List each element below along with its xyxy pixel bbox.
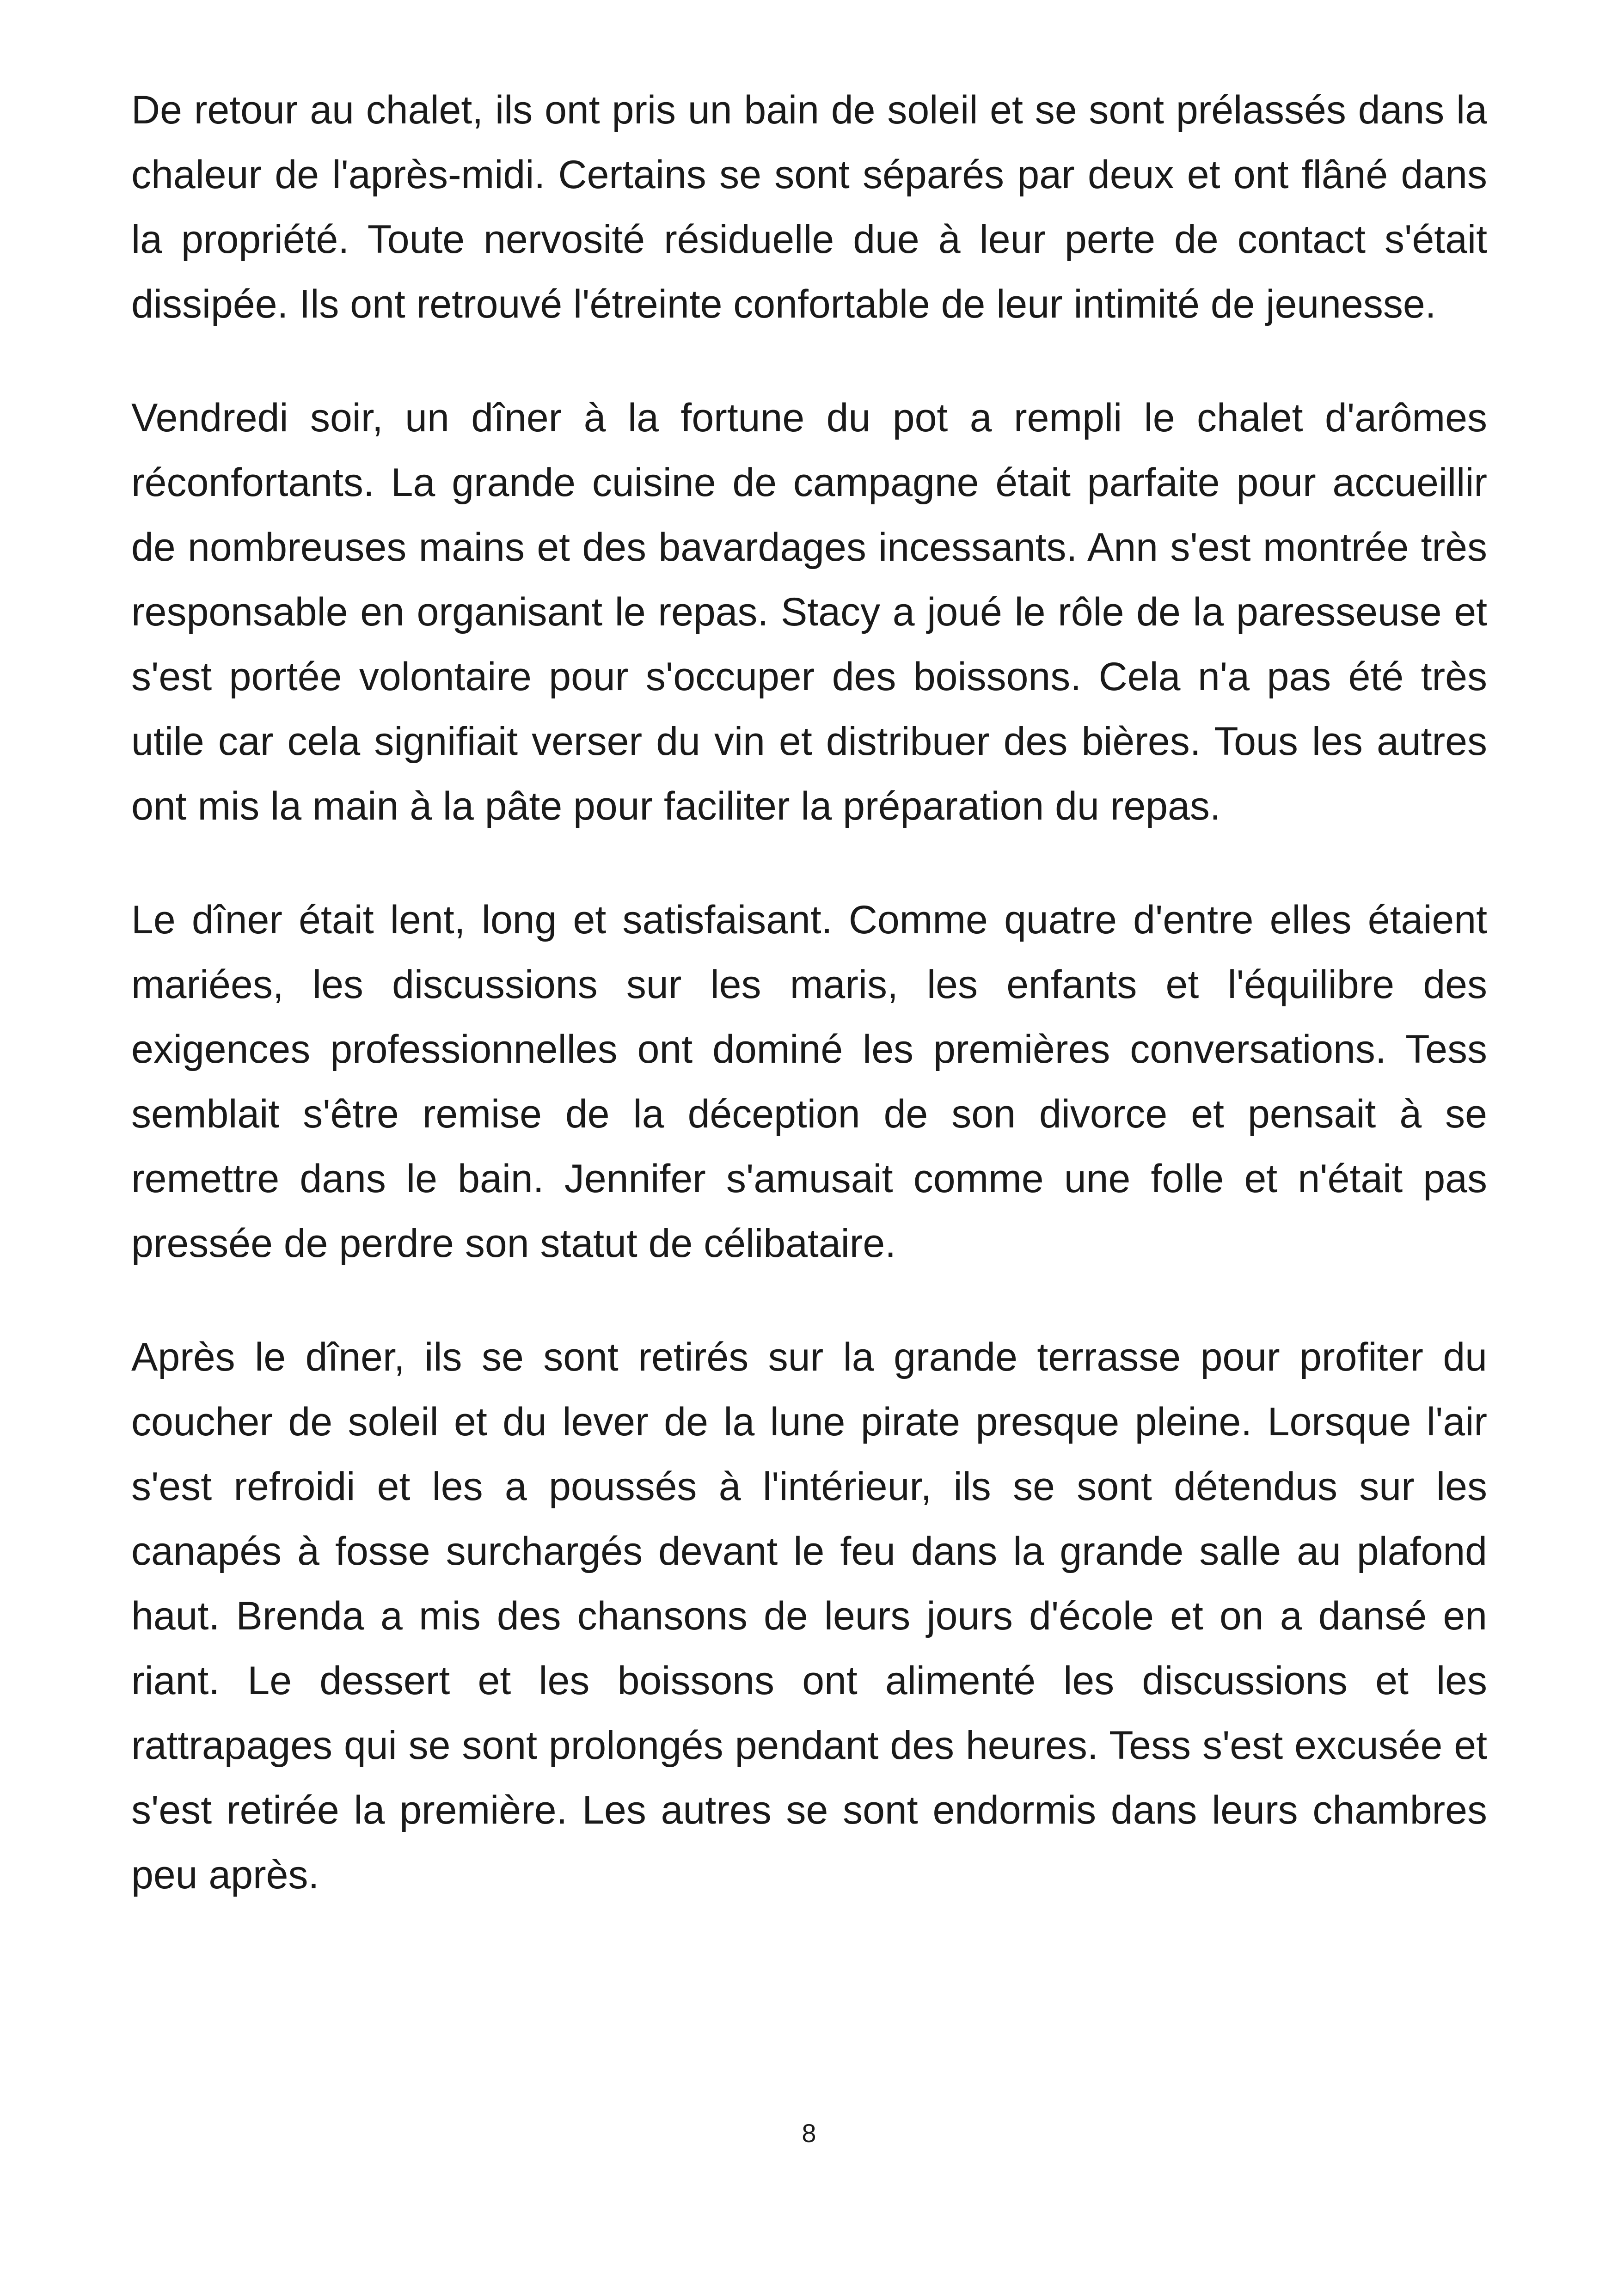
paragraph-2: Vendredi soir, un dîner à la fortune du pot a rempli le chalet d'arômes réconfortants. La grande cuisine de campagne était parfaite pour accueillir de nombreuses mains et des bavardages incessants. Ann s'est montrée très responsable en organisant le repas. Stacy a joué le rôle de la paresseuse et s'est portée volontaire pour s'occuper des boissons. Cela n'a pas été très utile car cela signifiait verser du vin et distribuer des bières. Tous les autres ont mis la main à la pâte pour faciliter la préparation du repas. xyxy=(131,396,1487,828)
paragraph-1: De retour au chalet, ils ont pris un bain de soleil et se sont prélassés dans la chaleur de l'après-midi. Certains se sont séparés par deux et ont flâné dans la propriété. Toute nervosité résiduelle due à leur perte de contact s'était dissipée. Ils ont retrouvé l'étreinte confortable de leur intimité de jeunesse. xyxy=(131,88,1487,326)
paragraph-4: Après le dîner, ils se sont retirés sur la grande terrasse pour profiter du coucher de soleil et du lever de la lune pirate presque pleine. Lorsque l'air s'est refroidi et les a poussés à l'intérieur, ils se sont détendus sur les canapés à fosse surchargés devant le feu dans la grande salle au plafond haut. Brenda a mis des chansons de leurs jours d'école et on a dansé en riant. Le dessert et les boissons ont alimenté les discussions et les rattrapages qui se sont prolongés pendant des heures. Tess s'est excusée et s'est retirée la première. Les autres se sont endormis dans leurs chambres peu après. xyxy=(131,1335,1487,1897)
body-text xyxy=(131,78,1487,1907)
page-number: 8 xyxy=(802,2118,816,2148)
paragraph-3: Le dîner était lent, long et satisfaisant. Comme quatre d'entre elles étaient mariées, les discussions sur les maris, les enfants et l'équilibre des exigences professionnelles ont dominé les premières conversations. Tess semblait s'être remise de la déception de son divorce et pensait à se remettre dans le bain. Jennifer s'amusait comme une folle et n'était pas pressée de perdre son statut de célibataire. xyxy=(131,898,1487,1266)
